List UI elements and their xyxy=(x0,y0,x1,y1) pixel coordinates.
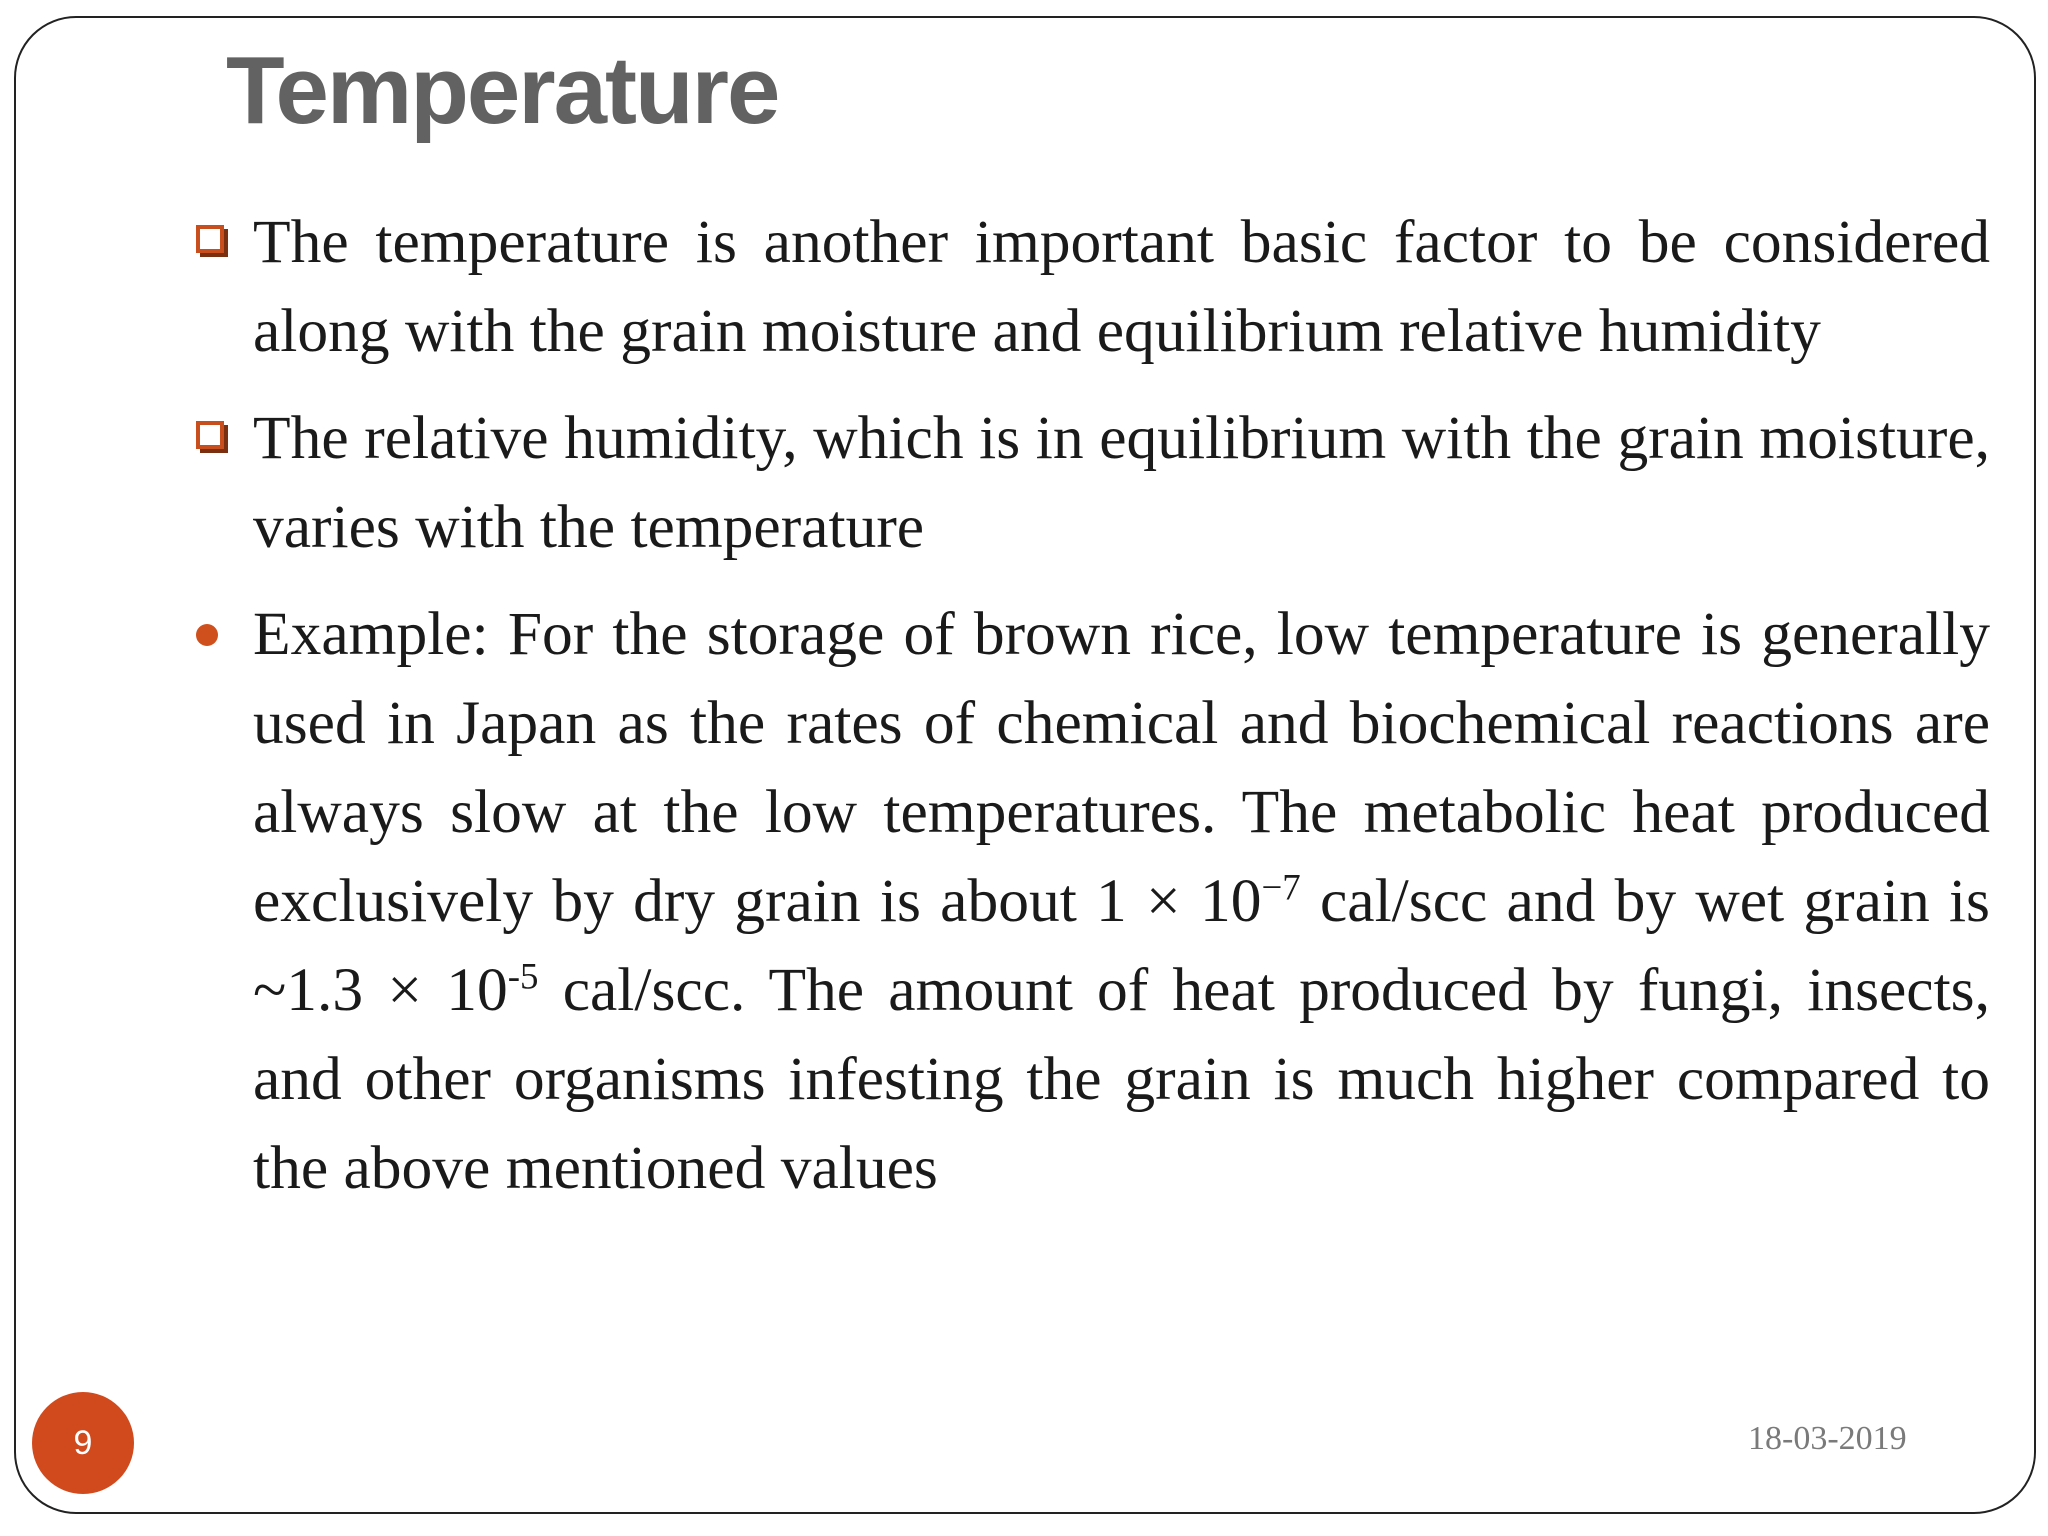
exponent-dry-grain: −7 xyxy=(1261,866,1301,908)
example-text-part-3: cal/scc. The amount of heat produced by fungi, insects, and other organisms infesting the grain is much higher compared to the above mentioned values xyxy=(253,956,1990,1202)
dot-bullet-icon xyxy=(196,624,218,646)
bullet-text xyxy=(253,590,1990,1213)
slide-date: 18-03-2019 xyxy=(1748,1420,1907,1457)
bullet-item-temperature-factor xyxy=(190,198,1990,376)
example-text-part-2: cal/scc and by wet grain is ~1.3 × 10 xyxy=(253,867,1990,1024)
example-text-part-1: Example: For the storage of brown rice, low temperature is generally used in Japan as the rates of chemical and biochemical reactions are always slow at the low temperatures. The metabolic heat produced exclusively by dry grain is about 1 × 10 xyxy=(253,600,1990,935)
slide-title: Temperature xyxy=(226,37,779,144)
bullet-text: The relative humidity, which is in equilibrium with the grain moisture, varies with the temperature xyxy=(253,404,1990,561)
bullet-item-example xyxy=(190,590,1990,1213)
slide-body xyxy=(190,198,1990,1231)
exponent-wet-grain: -5 xyxy=(507,955,539,997)
page-number-badge xyxy=(32,1392,134,1494)
bullet-text: The temperature is another important basic factor to be considered along with the grain moisture and equilibrium relative humidity xyxy=(253,208,1990,365)
box-bullet-icon xyxy=(196,421,224,449)
box-bullet-icon xyxy=(196,225,224,253)
bullet-item-relative-humidity xyxy=(190,394,1990,572)
page-number: 9 xyxy=(73,1423,93,1462)
